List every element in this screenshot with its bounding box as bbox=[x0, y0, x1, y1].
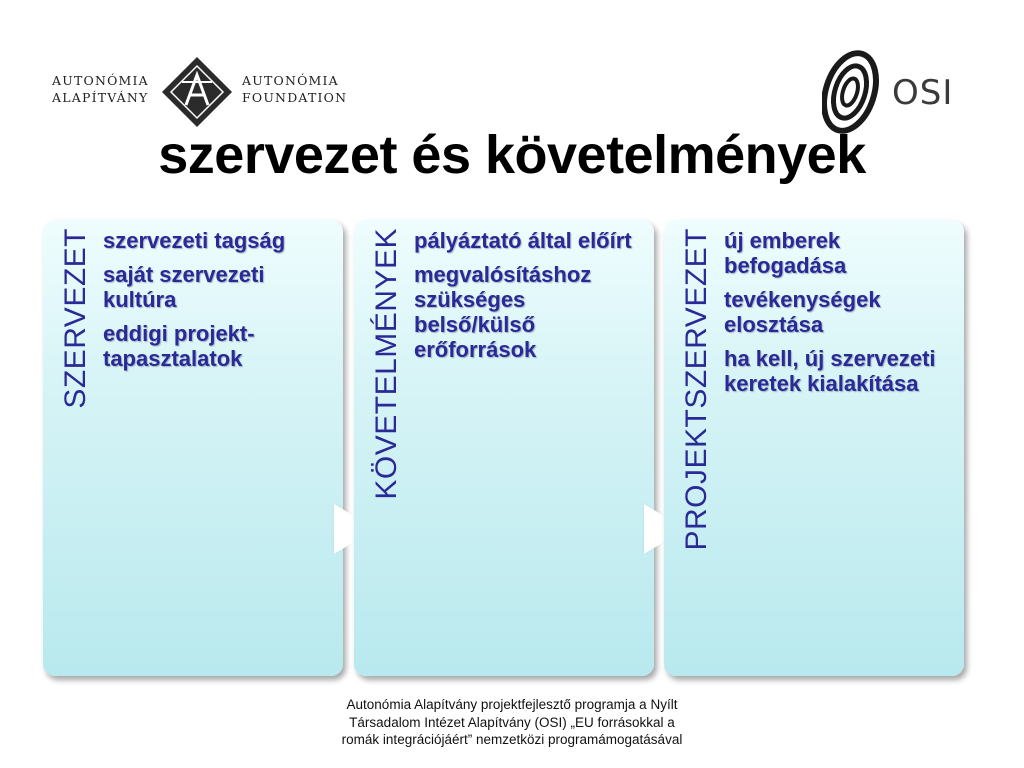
panel-item: új emberek befogadása bbox=[724, 228, 847, 278]
logo-text-line: FOUNDATION bbox=[242, 90, 348, 105]
logo-text-english bbox=[242, 72, 347, 106]
diamond-emblem-icon bbox=[160, 55, 234, 129]
panel-vertical-label bbox=[362, 228, 412, 524]
panel-projektszervezet bbox=[664, 220, 964, 676]
panel-item-list bbox=[414, 228, 646, 371]
panel-item: ha kell, új szervezeti keretek kialakítása bbox=[724, 346, 936, 396]
logo-text-line: AUTONÓMIA bbox=[242, 73, 339, 88]
panel-item: saját szervezeti kultúra bbox=[103, 262, 265, 312]
panel-item: tevékenységek elosztása bbox=[724, 287, 881, 337]
panel-item: eddigi projekt-tapasztalatok bbox=[103, 321, 255, 371]
logo-text-line: AUTONÓMIA bbox=[52, 73, 149, 88]
osi-text: OSI bbox=[892, 73, 954, 113]
panel-label-text: KÖVETELMÉNYEK bbox=[370, 228, 403, 500]
panel-item: szervezeti tagság bbox=[103, 228, 286, 253]
panel-vertical-label bbox=[51, 228, 101, 433]
panel-item: pályáztató által előírt bbox=[414, 228, 632, 253]
footer-line: Társadalom Intézet Alapítvány (OSI) „EU forrásokkal a bbox=[349, 714, 675, 730]
logo-text-hungarian bbox=[52, 72, 149, 106]
panel-label-text: SZERVEZET bbox=[59, 228, 92, 409]
panel-kovetelmenyek bbox=[354, 220, 654, 676]
panel-szervezet bbox=[43, 220, 343, 676]
panel-item-list bbox=[724, 228, 956, 405]
page-title: szervezet és követelmények bbox=[158, 125, 866, 185]
autonomia-logo bbox=[52, 55, 352, 129]
panel-vertical-label bbox=[672, 228, 722, 578]
footer-line: romák integrációjáért” nemzetközi programámogatásával bbox=[341, 732, 683, 747]
footer-line: Autonómia Alapítvány projektfejlesztő programja a Nyílt bbox=[346, 697, 678, 712]
footer-note bbox=[262, 696, 762, 749]
panel-item: megvalósításhoz szükséges belső/külső erőforrások bbox=[414, 262, 592, 362]
logo-text-line: ALAPÍTVÁNY bbox=[52, 90, 149, 105]
panel-label-text: PROJEKTSZERVEZET bbox=[680, 228, 713, 551]
panel-item-list bbox=[103, 228, 335, 380]
